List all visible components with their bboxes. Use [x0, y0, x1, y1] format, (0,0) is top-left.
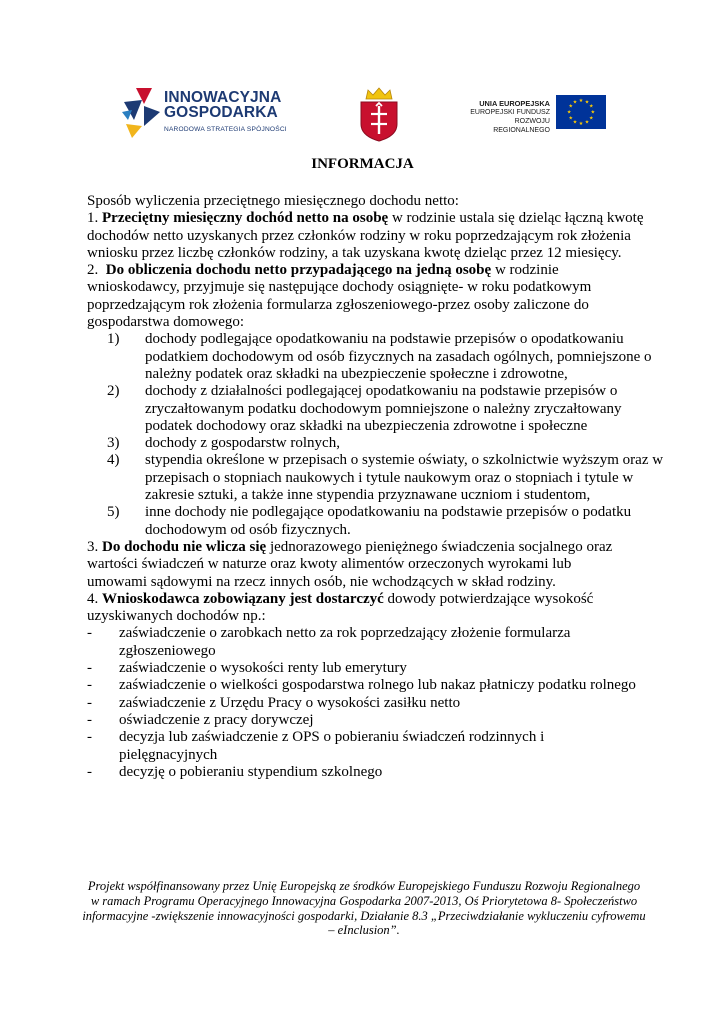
paragraph-2-line-3: poprzedzającym rok złożenia formularza zgłoszeniowego-przez osoby zaliczone do [87, 296, 589, 313]
list-item-number: 2) [107, 383, 120, 400]
list-item [87, 383, 647, 435]
paragraph-3-line-2: wartości świadczeń w naturze oraz kwoty alimentów orzeczonych wyrokami lub [87, 556, 572, 573]
svg-text:★: ★ [589, 115, 594, 122]
list-item [87, 435, 647, 452]
paragraph-3-line-1 [87, 539, 647, 556]
paragraph-4-rest: dowody potwierdzające wysokość [383, 590, 594, 607]
paragraph-2-bold: Do obliczenia dochodu netto przypadającego na jedną osobę [105, 262, 492, 279]
paragraph-2-rest: w rodzinie [491, 262, 559, 279]
logo-subtitle: NARODOWA STRATEGIA SPÓJNOŚCI [164, 126, 287, 133]
paragraph-1-number: 1. [87, 210, 102, 227]
list-item-number: 5) [107, 504, 120, 521]
svg-text:★: ★ [578, 121, 584, 127]
document-title: INFORMACJA [311, 156, 414, 172]
logo-title-line1: INNOWACYJNA [164, 89, 282, 106]
paragraph-4-line-1 [87, 591, 647, 608]
svg-text:★: ★ [566, 109, 572, 116]
list-item-text: zgłoszeniowego [119, 642, 216, 659]
paragraph-2-line-2: wnioskodawcy, przyjmuje się następujące dochody osiągnięte- w roku podatkowym [87, 279, 592, 296]
list-item-text: inne dochody nie podlegające opodatkowaniu na podstawie przepisów o podatku [145, 504, 632, 521]
paragraph-4-bold: Wnioskodawca zobowiązany jest dostarczyć [102, 590, 384, 607]
logo-title-line2: GOSPODARKA [164, 104, 278, 121]
eu-logo-line3: ROZWOJU REGIONALNEGO [493, 118, 550, 134]
page-footer [80, 879, 648, 938]
income-types-list [87, 331, 664, 539]
svg-text:★: ★ [568, 103, 573, 110]
list-item [87, 729, 647, 764]
paragraph-1-line-3: wniosku przez liczbę członków rodziny, a tak uzyskana kwotę dzieląc przez 12 miesięcy. [87, 244, 622, 261]
list-item-dash: - [87, 625, 92, 642]
footer-line-3: informacyjne -zwiększenie innowacyjności gospodarki, Działanie 8.3 „Przeciwdziałanie wykluczeniu cyfrowemu [82, 908, 646, 923]
list-item-text: decyzję o pobieraniu stypendium szkolnego [119, 763, 383, 780]
list-item [87, 625, 647, 660]
svg-text:★: ★ [572, 99, 578, 106]
list-item-text: podatkiem dochodowym od osób fizycznych na zasadach ogólnych, pomniejszone o [145, 348, 652, 365]
svg-text:★: ★ [590, 109, 596, 116]
list-item-text: zaświadczenie o wielkości gospodarstwa rolnego lub nakaz płatniczy podatku rolnego [119, 677, 636, 694]
list-item-text: należny podatek oraz składki na ubezpieczenie społeczne i zdrowotne, [145, 365, 568, 382]
eu-logo-line2: EUROPEJSKI FUNDUSZ [470, 109, 550, 116]
list-item [87, 677, 647, 694]
paragraph-2-number: 2. [87, 262, 106, 279]
list-item [87, 712, 647, 729]
svg-text:★: ★ [584, 99, 590, 106]
list-item-text: dochody z działalności podlegającej opodatkowaniu na podstawie przepisów o [145, 383, 618, 400]
list-item-text: zaświadczenie o zarobkach netto za rok poprzedzający złożenie formularza [119, 625, 571, 642]
list-item-text: dochodowym od osób fizycznych. [145, 521, 351, 538]
list-item [87, 764, 647, 781]
paragraph-4-line-2: uzyskiwanych dochodów np.: [87, 608, 266, 625]
list-item-text: podatek dochodowy oraz składki na ubezpieczenia zdrowotne i społeczne [145, 417, 588, 434]
paragraph-3-rest: jednorazowego pieniężnego świadczenia socjalnego oraz [266, 538, 613, 555]
footer-line-2: w ramach Programu Operacyjnego Innowacyjna Gospodarka 2007-2013, Oś Priorytetowa 8- Społeczeństwo [90, 893, 638, 908]
list-item-dash: - [87, 729, 92, 746]
eu-logo [458, 93, 608, 133]
list-item-text: stypendia określone w przepisach o systemie oświaty, o szkolnictwie wyższym oraz w [145, 452, 664, 469]
paragraph-1-line-2: dochodów netto uzyskanych przez członków rodziny w roku poprzedzającym rok złożenia [87, 227, 631, 244]
list-item-text: dochody z gospodarstw rolnych, [145, 435, 340, 452]
list-item [87, 695, 647, 712]
list-item-dash: - [87, 660, 92, 677]
intro-line: Sposób wyliczenia przeciętnego miesięcznego dochodu netto: [87, 193, 459, 209]
eu-flag-icon [556, 95, 606, 129]
list-item-dash: - [87, 763, 92, 780]
eu-logo-line1: UNIA EUROPEJSKA [479, 99, 550, 108]
svg-text:★: ★ [584, 119, 590, 126]
innowacyjna-gospodarka-emblem-icon [122, 86, 162, 138]
svg-text:★: ★ [572, 119, 578, 126]
list-item-text: zaświadczenie z Urzędu Pracy o wysokości zasiłku netto [119, 694, 461, 711]
list-item-text: zakresie sztuki, a także inne stypendia przyznawane uczniom i studentom, [145, 487, 591, 504]
svg-text:★: ★ [568, 115, 573, 122]
list-item-number: 4) [107, 452, 120, 469]
svg-text:★: ★ [578, 98, 584, 104]
list-item-text: decyzja lub zaświadczenie z OPS o pobieraniu świadczeń rodzinnych i [119, 729, 545, 746]
documents-list [87, 625, 647, 781]
list-item [87, 504, 647, 539]
paragraph-3-bold: Do dochodu nie wlicza się [102, 538, 267, 555]
list-item-dash: - [87, 677, 92, 694]
paragraph-4-number: 4. [87, 590, 102, 607]
paragraph-1-line-1 [87, 210, 647, 227]
list-item [87, 331, 652, 383]
list-item-number: 1) [107, 331, 120, 348]
crest-icon [358, 86, 400, 142]
list-item [87, 452, 664, 504]
list-item-text: oświadczenie z pracy dorywczej [119, 711, 314, 728]
list-item-number: 3) [107, 435, 120, 452]
list-item-dash: - [87, 694, 92, 711]
svg-text:★: ★ [589, 103, 594, 110]
paragraph-3-line-3: umowami sądowymi na rzecz innych osób, nie wchodzących w skład rodziny. [87, 573, 556, 590]
list-item-dash: - [87, 711, 92, 728]
city-crest-logo [358, 86, 400, 142]
paragraph-3-number: 3. [87, 538, 102, 555]
list-item-text: przepisach o stopniach naukowych i tytule naukowym oraz o stopniach i tytule w [145, 469, 634, 486]
document-body [87, 193, 664, 781]
innowacyjna-gospodarka-logo [122, 86, 292, 140]
footer-line-1: Projekt współfinansowany przez Unię Europejską ze środków Europejskiego Funduszu Rozwoju Regionalnego [87, 879, 641, 893]
footer-line-4: – eInclusion”. [328, 923, 400, 938]
list-item-text: dochody podlegające opodatkowaniu na podstawie przepisów o opodatkowaniu [145, 331, 624, 348]
paragraph-1-rest: w rodzinie ustala się dzieląc łączną kwotę [388, 210, 644, 227]
list-item [87, 660, 647, 677]
paragraph-2-line-1 [87, 262, 647, 279]
list-item-text: pielęgnacyjnych [119, 746, 218, 763]
list-item-text: zryczałtowanym podatku dochodowym pomniejszone o należny zryczałtowany [145, 400, 622, 417]
list-item-text: zaświadczenie o wysokości renty lub emerytury [119, 660, 407, 677]
paragraph-2-line-4: gospodarstwa domowego: [87, 314, 245, 331]
paragraph-1-bold: Przeciętny miesięczny dochód netto na osobę [102, 210, 389, 227]
